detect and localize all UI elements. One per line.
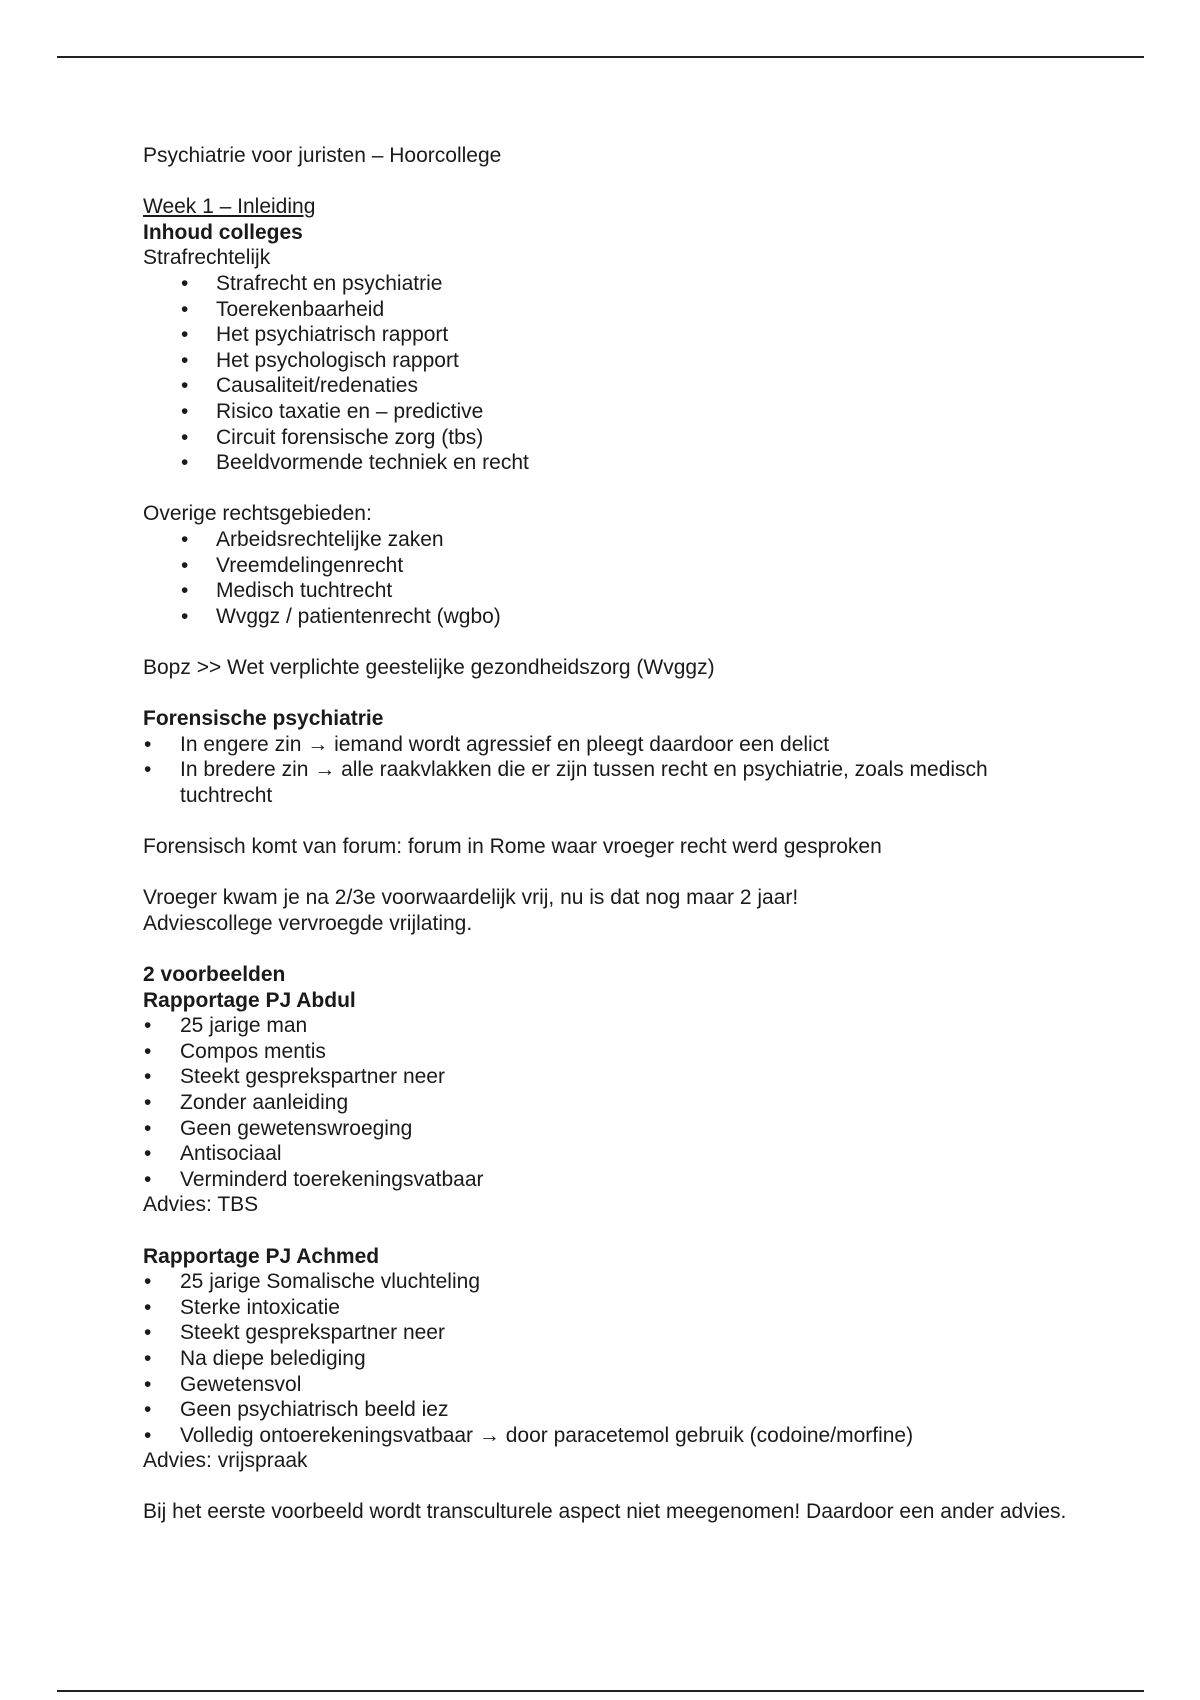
voorbeelden-heading: 2 voorbeelden: [143, 963, 286, 986]
bullet-icon: •: [144, 1065, 152, 1089]
vroeger-line: Vroeger kwam je na 2/3e voorwaardelijk vrij, nu is dat nog maar 2 jaar!: [143, 886, 799, 910]
bullet-icon: •: [181, 323, 189, 347]
list-item: [143, 527, 1083, 553]
list-item-text: Steekt gesprekspartner neer: [180, 1065, 445, 1089]
footer-rule: [57, 1690, 1144, 1692]
list-item: [143, 1295, 1083, 1321]
bullet-icon: •: [181, 271, 189, 295]
forensische-heading: Forensische psychiatrie: [143, 707, 384, 731]
bullet-icon: •: [144, 1167, 152, 1191]
list-item-text: Verminderd toerekeningsvatbaar: [180, 1167, 484, 1191]
list-item: [143, 553, 1083, 579]
list-item: [143, 425, 1083, 451]
list-item: [143, 1064, 1083, 1090]
bullet-icon: •: [144, 732, 152, 756]
list-item: [143, 604, 1083, 630]
achmed-list: [143, 1269, 1083, 1448]
forum-line: Forensisch komt van forum: forum in Rome waar vroeger recht werd gesproken: [143, 835, 882, 859]
list-item: [143, 1167, 1083, 1193]
list-item: [143, 450, 1083, 476]
bullet-icon: •: [144, 1014, 152, 1038]
forensische-list: [143, 732, 1083, 809]
list-item-text: Wvggz / patientenrecht (wgbo): [216, 604, 501, 628]
bullet-icon: •: [144, 1039, 152, 1063]
list-item: [143, 1320, 1083, 1346]
bullet-icon: •: [181, 451, 189, 475]
bullet-icon: •: [181, 579, 189, 603]
list-item-text: Steekt gesprekspartner neer: [180, 1321, 445, 1345]
bullet-icon: •: [144, 1270, 152, 1294]
bopz-line: Bopz >> Wet verplichte geestelijke gezondheidszorg (Wvggz): [143, 655, 715, 679]
inhoud-heading: Inhoud colleges: [143, 220, 303, 244]
bullet-icon: •: [144, 1372, 152, 1396]
list-item-text: Geen gewetenswroeging: [180, 1116, 413, 1140]
abdul-advies: Advies: TBS: [143, 1193, 259, 1217]
list-item: [143, 271, 1083, 297]
list-item-text: 25 jarige Somalische vluchteling: [180, 1270, 480, 1294]
bullet-icon: •: [181, 297, 189, 321]
list-item-text: In bredere zin → alle raakvlakken die er zijn tussen recht en psychiatrie, zoals medisch tuchtrecht: [180, 758, 988, 807]
list-item-text: In engere zin → iemand wordt agressief en pleegt daardoor een delict: [180, 732, 830, 756]
bullet-icon: •: [144, 1142, 152, 1166]
bullet-icon: •: [181, 604, 189, 628]
bullet-icon: •: [144, 1346, 152, 1370]
list-item-text: Beeldvormende techniek en recht: [216, 451, 529, 475]
list-item: [143, 1346, 1083, 1372]
list-item: [143, 1090, 1083, 1116]
abdul-heading: Rapportage PJ Abdul: [143, 988, 356, 1012]
list-item: [143, 757, 1083, 808]
bullet-icon: •: [181, 374, 189, 398]
bullet-icon: •: [181, 527, 189, 551]
list-item: [143, 1039, 1083, 1065]
bullet-icon: •: [144, 1295, 152, 1319]
list-item-text: Compos mentis: [180, 1039, 326, 1063]
list-item: [143, 322, 1083, 348]
bullet-icon: •: [181, 425, 189, 449]
list-item-text: Toerekenbaarheid: [216, 297, 385, 321]
list-item-text: 25 jarige man: [180, 1014, 308, 1038]
overige-list: [143, 527, 1083, 629]
list-item-text: Geen psychiatrisch beeld iez: [180, 1398, 449, 1422]
list-item-text: Volledig ontoerekeningsvatbaar → door paracetemol gebruik (codoine/morfine): [180, 1423, 914, 1447]
list-item-text: Medisch tuchtrecht: [216, 579, 393, 603]
list-item-text: Zonder aanleiding: [180, 1090, 349, 1114]
list-item: [143, 1397, 1083, 1423]
bullet-icon: •: [144, 1090, 152, 1114]
header-rule: [57, 56, 1144, 58]
bullet-icon: •: [144, 1116, 152, 1140]
strafrechtelijk-list: [143, 271, 1083, 476]
list-item-text: Antisociaal: [180, 1142, 282, 1166]
list-item: [143, 732, 1083, 758]
list-item-text: Causaliteit/redenaties: [216, 374, 418, 398]
list-item: [143, 1423, 1083, 1449]
bullet-icon: •: [144, 1398, 152, 1422]
list-item-text: Vreemdelingenrecht: [216, 553, 404, 577]
bullet-icon: •: [144, 1423, 152, 1447]
document-body: [143, 143, 1083, 1525]
list-item: [143, 578, 1083, 604]
list-item: [143, 348, 1083, 374]
list-item: [143, 1269, 1083, 1295]
conclusion: Bij het eerste voorbeeld wordt transculturele aspect niet meegenomen! Daardoor een ander advies.: [143, 1500, 1067, 1524]
list-item: [143, 399, 1083, 425]
list-item: [143, 1013, 1083, 1039]
document-title: Psychiatrie voor juristen – Hoorcollege: [143, 144, 502, 167]
abdul-list: [143, 1013, 1083, 1192]
list-item-text: Circuit forensische zorg (tbs): [216, 425, 484, 449]
list-item-text: Het psychiatrisch rapport: [216, 323, 449, 347]
list-item-text: Sterke intoxicatie: [180, 1295, 340, 1319]
list-item-text: Risico taxatie en – predictive: [216, 399, 484, 423]
week-heading: Week 1 – Inleiding: [143, 195, 316, 219]
overige-label: Overige rechtsgebieden:: [143, 502, 372, 526]
bullet-icon: •: [181, 553, 189, 577]
bullet-icon: •: [144, 1321, 152, 1345]
bullet-icon: •: [144, 758, 152, 782]
list-item-text: Na diepe belediging: [180, 1346, 366, 1370]
list-item: [143, 373, 1083, 399]
list-item-text: Gewetensvol: [180, 1372, 302, 1396]
adviescollege-line: Adviescollege vervroegde vrijlating.: [143, 911, 473, 935]
list-item: [143, 1372, 1083, 1398]
bullet-icon: •: [181, 399, 189, 423]
achmed-advies: Advies: vrijspraak: [143, 1449, 308, 1473]
list-item-text: Arbeidsrechtelijke zaken: [216, 527, 444, 551]
list-item: [143, 1116, 1083, 1142]
strafrechtelijk-label: Strafrechtelijk: [143, 246, 271, 270]
list-item: [143, 297, 1083, 323]
list-item-text: Het psychologisch rapport: [216, 348, 459, 372]
list-item: [143, 1141, 1083, 1167]
list-item-text: Strafrecht en psychiatrie: [216, 271, 443, 295]
bullet-icon: •: [181, 348, 189, 372]
achmed-heading: Rapportage PJ Achmed: [143, 1244, 380, 1268]
